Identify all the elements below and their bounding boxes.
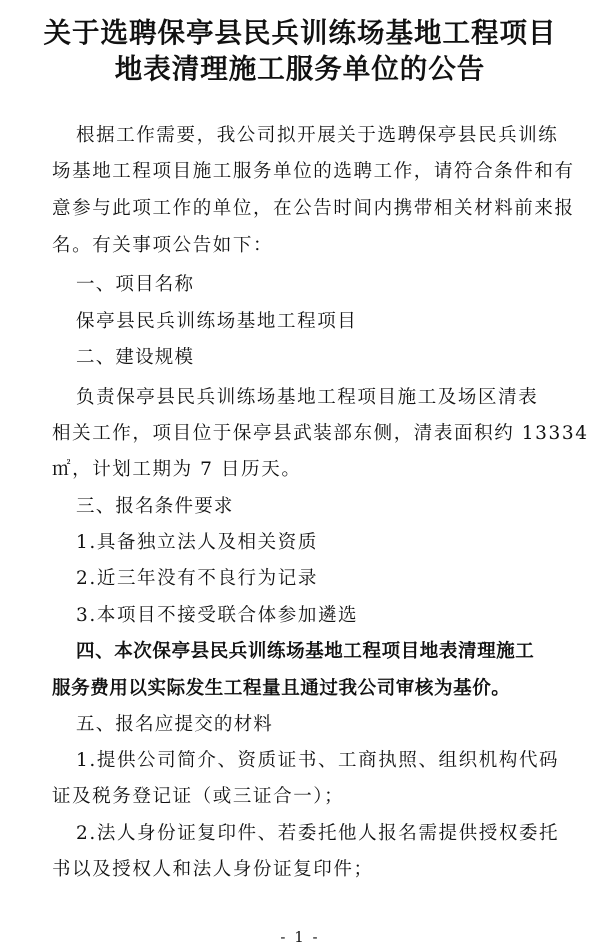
- material-item: 证及税务登记证（或三证合一）；: [52, 786, 345, 807]
- section-heading-requirements: 三、报名条件要求: [76, 496, 234, 517]
- page-number: - 1 -: [280, 928, 320, 946]
- document-title-line-2: 地表清理施工服务单位的公告: [114, 53, 486, 85]
- section-heading-scale: 二、建设规模: [76, 347, 195, 368]
- section-heading-materials: 五、报名应提交的材料: [76, 714, 274, 735]
- requirement-item: 3.本项目不接受联合体参加遴选: [76, 605, 359, 626]
- pricing-statement: 服务费用以实际发生工程量且通过我公司审核为基价。: [52, 678, 511, 699]
- intro-line: 名。有关事项公告如下：: [52, 235, 274, 256]
- intro-line: 根据工作需要，我公司拟开展关于选聘保亭县民兵训练: [76, 125, 559, 146]
- requirement-item: 2.近三年没有不良行为记录: [76, 568, 318, 589]
- material-item: 1.提供公司简介、资质证书、工商执照、组织机构代码: [76, 750, 560, 771]
- requirement-item: 1.具备独立法人及相关资质: [76, 532, 318, 553]
- material-item: 2.法人身份证复印件、若委托他人报名需提供授权委托: [76, 823, 560, 844]
- section-text: 负责保亭县民兵训练场基地工程项目施工及场区清表: [76, 387, 539, 408]
- section-text: ㎡，计划工期为 7 日历天。: [52, 459, 302, 480]
- section-text: 保亭县民兵训练场基地工程项目: [76, 311, 358, 332]
- section-heading-project-name: 一、项目名称: [76, 274, 195, 295]
- section-text: 相关工作，项目位于保亭县武装部东侧，清表面积约 13334: [52, 423, 589, 444]
- intro-line: 意参与此项工作的单位，在公告时间内携带相关材料前来报: [52, 198, 575, 219]
- intro-line: 场基地工程项目施工服务单位的选聘工作，请符合条件和有: [52, 161, 575, 182]
- material-item: 书以及授权人和法人身份证复印件；: [52, 859, 374, 880]
- document-title-line-1: 关于选聘保亭县民兵训练场基地工程项目: [43, 17, 557, 49]
- pricing-statement: 四、本次保亭县民兵训练场基地工程项目地表清理施工: [76, 641, 535, 662]
